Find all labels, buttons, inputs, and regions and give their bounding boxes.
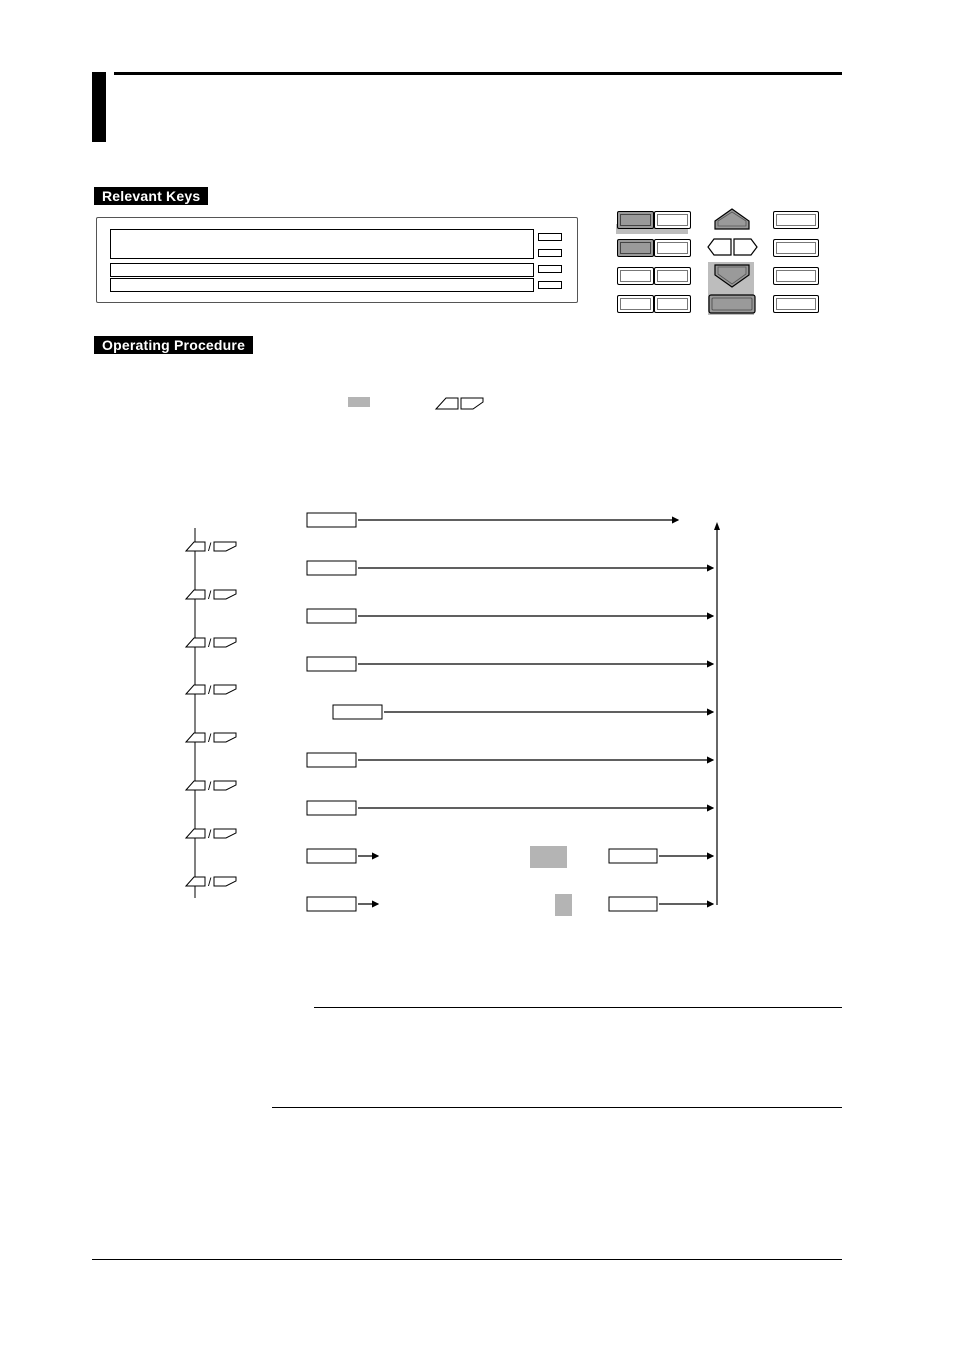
key-separator: / bbox=[208, 540, 212, 554]
down-arrow-key-icon bbox=[214, 733, 236, 742]
key-separator: / bbox=[208, 875, 212, 889]
down-arrow-key-icon bbox=[214, 877, 236, 886]
setting-display-box bbox=[307, 897, 356, 911]
right-key-4[interactable] bbox=[773, 295, 819, 313]
setting-display-box bbox=[609, 849, 657, 863]
chapter-marker bbox=[92, 72, 106, 142]
function-key-2[interactable] bbox=[654, 211, 691, 229]
setting-display-box bbox=[307, 657, 356, 671]
highlighted-key-reference bbox=[348, 397, 370, 407]
key-separator: / bbox=[208, 731, 212, 745]
up-arrow-key-icon bbox=[186, 829, 205, 838]
up-arrow-key-icon bbox=[186, 877, 205, 886]
up-down-key-pair bbox=[186, 827, 236, 841]
function-key-3[interactable] bbox=[617, 239, 654, 257]
note-bottom-rule bbox=[272, 1107, 842, 1108]
down-arrow-key-icon bbox=[214, 685, 236, 694]
flow-step bbox=[333, 705, 713, 719]
main-display bbox=[110, 229, 534, 259]
right-key-2[interactable] bbox=[773, 239, 819, 257]
right-key-3[interactable] bbox=[773, 267, 819, 285]
function-key-8[interactable] bbox=[654, 295, 691, 313]
setting-display-box bbox=[609, 897, 657, 911]
up-down-key-reference bbox=[434, 394, 486, 412]
highlighted-value-box bbox=[530, 846, 567, 868]
footer-rule bbox=[92, 1259, 842, 1260]
setting-display-box bbox=[307, 513, 356, 527]
function-key-5[interactable] bbox=[617, 267, 654, 285]
setting-display-box bbox=[307, 609, 356, 623]
key-separator: / bbox=[208, 779, 212, 793]
indicator-lamp bbox=[538, 281, 562, 289]
front-panel-display bbox=[96, 217, 578, 303]
highlighted-value-box bbox=[555, 894, 572, 916]
sub-display-2 bbox=[110, 278, 534, 292]
function-key-6[interactable] bbox=[654, 267, 691, 285]
up-arrow-key-icon bbox=[436, 398, 458, 409]
function-key-7[interactable] bbox=[617, 295, 654, 313]
up-arrow-key-icon bbox=[186, 590, 205, 599]
up-down-key-pair bbox=[186, 779, 236, 793]
setting-display-box bbox=[307, 753, 356, 767]
right-arrow-key-icon bbox=[734, 239, 757, 255]
arrow-keys[interactable] bbox=[706, 205, 762, 317]
up-down-key-pair bbox=[186, 588, 236, 602]
up-down-key-pair bbox=[186, 731, 236, 745]
flow-step bbox=[307, 801, 713, 815]
down-arrow-key-icon bbox=[214, 590, 236, 599]
note-top-rule bbox=[314, 1007, 842, 1008]
key-separator: / bbox=[208, 827, 212, 841]
flow-step bbox=[307, 513, 678, 527]
key-separator: / bbox=[208, 683, 212, 697]
indicator-lamp bbox=[538, 249, 562, 257]
down-arrow-key-icon bbox=[214, 829, 236, 838]
sub-display-1 bbox=[110, 263, 534, 277]
setting-display-box bbox=[307, 561, 356, 575]
down-arrow-key-icon bbox=[214, 781, 236, 790]
setting-display-box bbox=[307, 849, 356, 863]
flow-step bbox=[307, 657, 713, 671]
up-down-key-pair bbox=[186, 683, 236, 697]
right-key-1[interactable] bbox=[773, 211, 819, 229]
indicator-lamp bbox=[538, 265, 562, 273]
key-separator: / bbox=[208, 636, 212, 650]
setting-flow-diagram bbox=[170, 500, 750, 920]
up-arrow-key-icon bbox=[186, 733, 205, 742]
operating-procedure-heading: Operating Procedure bbox=[94, 336, 253, 354]
down-arrow-key-icon bbox=[214, 638, 236, 647]
function-key-4[interactable] bbox=[654, 239, 691, 257]
flow-step bbox=[307, 846, 713, 868]
setting-display-box bbox=[333, 705, 382, 719]
flow-step bbox=[307, 609, 713, 623]
setting-display-box bbox=[307, 801, 356, 815]
down-arrow-key-icon bbox=[461, 398, 483, 409]
up-arrow-key-icon bbox=[186, 638, 205, 647]
title-rule bbox=[114, 72, 842, 75]
function-key-1[interactable] bbox=[617, 211, 654, 229]
keypad bbox=[610, 205, 840, 315]
up-arrow-key-icon bbox=[186, 542, 205, 551]
down-arrow-key-icon bbox=[214, 542, 236, 551]
flow-step bbox=[307, 753, 713, 767]
up-arrow-key-icon bbox=[186, 781, 205, 790]
up-down-key-pair bbox=[186, 875, 236, 889]
flow-step bbox=[307, 894, 713, 916]
indicator-lamp bbox=[538, 233, 562, 241]
relevant-keys-heading: Relevant Keys bbox=[94, 187, 208, 205]
up-down-key-pair bbox=[186, 636, 236, 650]
left-arrow-key-icon bbox=[708, 239, 731, 255]
key-separator: / bbox=[208, 588, 212, 602]
up-down-key-pair bbox=[186, 540, 236, 554]
flow-step bbox=[307, 561, 713, 575]
up-arrow-key-icon bbox=[186, 685, 205, 694]
